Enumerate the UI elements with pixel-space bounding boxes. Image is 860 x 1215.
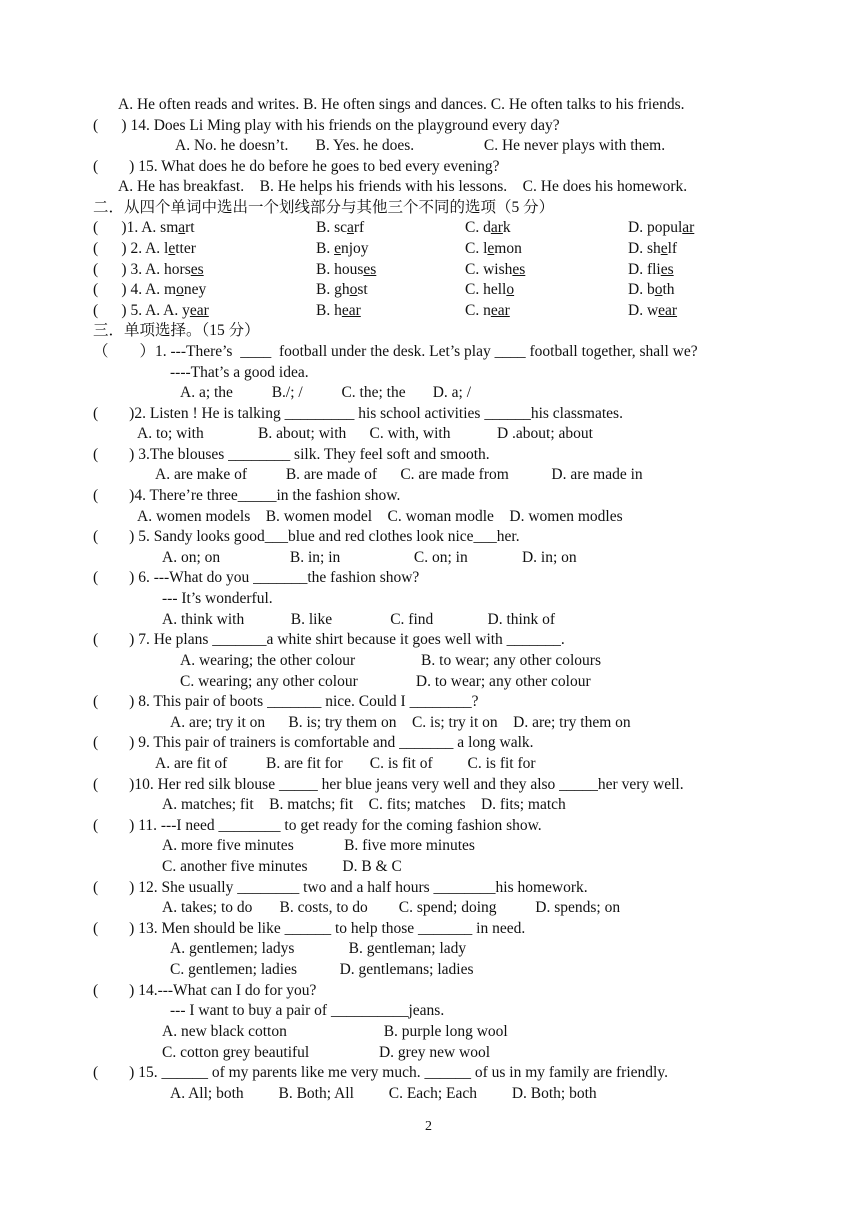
options: C. cotton grey beautiful D. grey new wool: [162, 1044, 491, 1061]
options: A. are fit of B. are fit for C. is fit of C. is fit for: [155, 755, 536, 772]
options: C. gentlemen; ladies D. gentlemans; ladies: [170, 961, 474, 978]
phonics-option-b: B. scarf: [316, 219, 365, 236]
question: （ ）1. ---There’s ____ football under the desk. Let’s play ____ football together, shall we?: [93, 343, 698, 360]
question: ( ) 8. This pair of boots _______ nice. Could I ________?: [93, 693, 479, 710]
question: ( ) 15. ______ of my parents like me very much. ______ of us in my family are friendly.: [93, 1064, 668, 1081]
phonics-option-d: D. shelf: [628, 240, 678, 257]
section-heading: 二．从四个单词中选出一个划线部分与其他三个不同的选项（5 分）: [93, 199, 555, 216]
options: A. more five minutes B. five more minutes: [162, 837, 475, 854]
question: ( ) 9. This pair of trainers is comfortable and _______ a long walk.: [93, 734, 534, 751]
question: ( ) 6. ---What do you _______the fashion show?: [93, 569, 420, 586]
section-heading: 三．单项选择。（15 分）: [93, 322, 260, 339]
question: ( ) 12. She usually ________ two and a half hours ________his homework.: [93, 879, 588, 896]
phonics-option-d: D. both: [628, 281, 675, 298]
phonics-option-b: B. hear: [316, 302, 361, 319]
phonics-option-c: C. hello: [465, 281, 515, 298]
question: ( ) 5. Sandy looks good___blue and red clothes look nice___her.: [93, 528, 520, 545]
page-number: 2: [425, 1119, 432, 1134]
question: ( ) 13. Men should be like ______ to help those _______ in need.: [93, 920, 526, 937]
phonics-option-c: C. lemon: [465, 240, 522, 257]
options: A. new black cotton B. purple long wool: [162, 1023, 508, 1040]
options: A. to; with B. about; with C. with, with D .about; about: [137, 425, 593, 442]
question: ( )4. There’re three_____in the fashion show.: [93, 487, 401, 504]
question: ( ) 14.---What can I do for you?: [93, 982, 317, 999]
phonics-option-c: C. dark: [465, 219, 511, 236]
options: A. think with B. like C. find D. think of: [162, 611, 556, 628]
options: A. a; the B./; / C. the; the D. a; /: [180, 384, 472, 401]
text-line: A. No. he doesn’t. B. Yes. he does. C. He never plays with them.: [175, 137, 666, 154]
options: C. wearing; any other colour D. to wear; any other colour: [180, 673, 591, 690]
text-line: ( ) 14. Does Li Ming play with his friends on the playground every day?: [93, 117, 560, 134]
text-line: A. He often reads and writes. B. He often sings and dances. C. He often talks to his friends.: [118, 96, 685, 113]
options: A. All; both B. Both; All C. Each; Each D. Both; both: [170, 1085, 597, 1102]
phonics-question: ( ) 5. A. A. year: [93, 302, 209, 319]
options: C. another five minutes D. B & C: [162, 858, 402, 875]
phonics-option-b: B. enjoy: [316, 240, 369, 257]
options: A. women models B. women model C. woman modle D. women modles: [137, 508, 623, 525]
phonics-question: ( )1. A. smart: [93, 219, 195, 236]
dialog-line: --- I want to buy a pair of __________jeans.: [170, 1002, 445, 1019]
phonics-option-b: B. houses: [316, 261, 377, 278]
options: A. are make of B. are made of C. are made from D. are made in: [155, 466, 643, 483]
dialog-line: --- It’s wonderful.: [162, 590, 273, 607]
phonics-option-c: C. wishes: [465, 261, 526, 278]
options: A. gentlemen; ladys B. gentleman; lady: [170, 940, 467, 957]
question: ( ) 3.The blouses ________ silk. They feel soft and smooth.: [93, 446, 490, 463]
phonics-option-b: B. ghost: [316, 281, 368, 298]
text-line: A. He has breakfast. B. He helps his friends with his lessons. C. He does his homework.: [118, 178, 688, 195]
phonics-option-c: C. near: [465, 302, 510, 319]
options: A. wearing; the other colour B. to wear; any other colours: [180, 652, 601, 669]
options: A. matches; fit B. matchs; fit C. fits; matches D. fits; match: [162, 796, 566, 813]
text-line: ( ) 15. What does he do before he goes to bed every evening?: [93, 158, 500, 175]
phonics-option-d: D. wear: [628, 302, 678, 319]
phonics-option-d: D. popular: [628, 219, 695, 236]
question: ( )2. Listen ! He is talking _________ his school activities ______his classmates.: [93, 405, 623, 422]
dialog-line: ----That’s a good idea.: [170, 364, 309, 381]
phonics-option-d: D. flies: [628, 261, 674, 278]
question: ( ) 7. He plans _______a white shirt because it goes well with _______.: [93, 631, 565, 648]
phonics-question: ( ) 3. A. horses: [93, 261, 204, 278]
options: A. on; on B. in; in C. on; in D. in; on: [162, 549, 577, 566]
phonics-question: ( ) 4. A. money: [93, 281, 207, 298]
question: ( )10. Her red silk blouse _____ her blue jeans very well and they also _____her very well.: [93, 776, 684, 793]
question: ( ) 11. ---I need ________ to get ready for the coming fashion show.: [93, 817, 542, 834]
options: A. are; try it on B. is; try them on C. is; try it on D. are; try them on: [170, 714, 631, 731]
phonics-question: ( ) 2. A. letter: [93, 240, 196, 257]
options: A. takes; to do B. costs, to do C. spend; doing D. spends; on: [162, 899, 621, 916]
